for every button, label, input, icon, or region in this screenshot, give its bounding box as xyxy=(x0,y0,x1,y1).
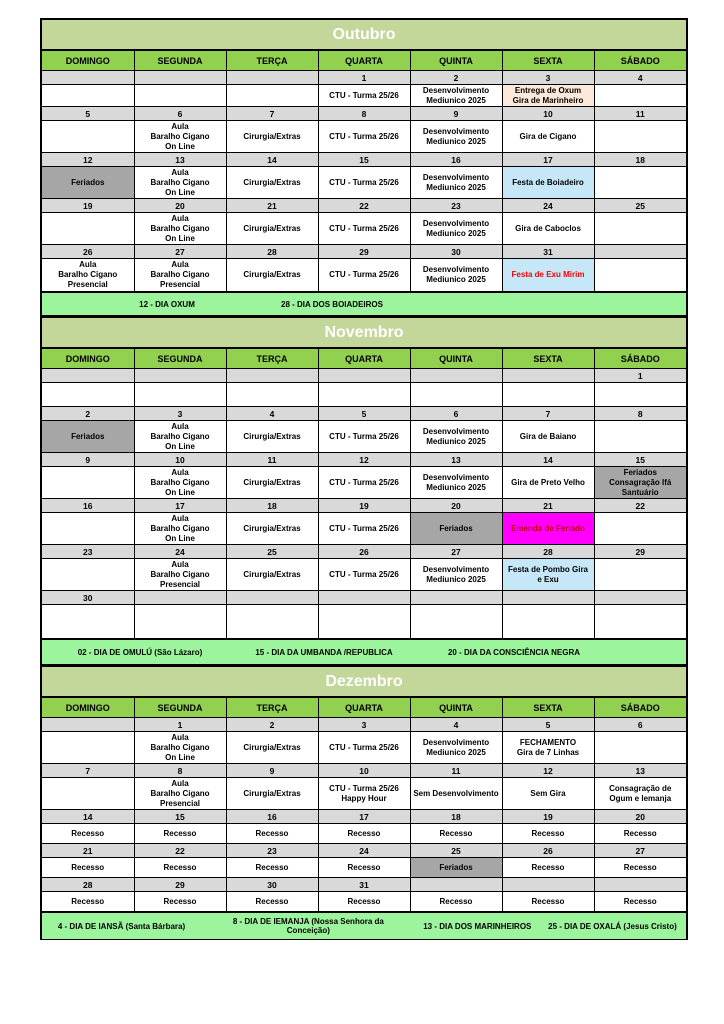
weekday-header: SÁBADO xyxy=(594,698,686,718)
day-number: 31 xyxy=(318,878,410,892)
event-cell: Aula Baralho Cigano Presencial xyxy=(42,259,134,292)
weekday-header: QUINTA xyxy=(410,349,502,369)
day-number: 23 xyxy=(42,545,134,559)
day-number xyxy=(226,591,318,605)
day-number: 11 xyxy=(410,764,502,778)
event-cell: Recesso xyxy=(318,892,410,912)
event-cell xyxy=(594,259,686,292)
event-cell xyxy=(226,85,318,107)
event-cell xyxy=(410,605,502,639)
event-cell xyxy=(42,213,134,245)
weekday-header: QUARTA xyxy=(318,698,410,718)
event-cell: Feriados xyxy=(410,858,502,878)
event-cell xyxy=(42,121,134,153)
month-footer xyxy=(42,292,686,316)
day-number: 22 xyxy=(134,844,226,858)
day-number: 12 xyxy=(318,453,410,467)
event-cell xyxy=(318,383,410,407)
day-number xyxy=(226,369,318,383)
month-title: Novembro xyxy=(42,318,686,348)
day-number: 4 xyxy=(410,718,502,732)
event-cell xyxy=(134,605,226,639)
event-cell: Aula Baralho Cigano On Line xyxy=(134,467,226,499)
day-number: 13 xyxy=(410,453,502,467)
event-cell: Gira de Baiano xyxy=(502,421,594,453)
day-number: 13 xyxy=(594,764,686,778)
day-number: 30 xyxy=(410,245,502,259)
event-cell: Recesso xyxy=(226,824,318,844)
weekday-header: DOMINGO xyxy=(42,698,134,718)
day-number: 18 xyxy=(594,153,686,167)
event-cell: Aula Baralho Cigano On Line xyxy=(134,732,226,764)
event-cell: Desenvolvimento Mediunico 2025 xyxy=(410,85,502,107)
holiday-note: 02 - DIA DE OMULÚ (São Lázaro) xyxy=(77,647,203,657)
day-number xyxy=(502,369,594,383)
event-cell: Aula Baralho Cigano Presencial xyxy=(134,259,226,292)
event-cell: CTU - Turma 25/26 xyxy=(318,559,410,591)
day-number: 25 xyxy=(410,844,502,858)
holiday-note: 20 - DIA DA CONSCIÊNCIA NEGRA xyxy=(447,647,580,657)
weekday-header: SÁBADO xyxy=(594,51,686,71)
event-cell: Cirurgia/Extras xyxy=(226,259,318,292)
event-cell: CTU - Turma 25/26 xyxy=(318,513,410,545)
event-cell xyxy=(42,732,134,764)
event-cell: Cirurgia/Extras xyxy=(226,513,318,545)
event-cell xyxy=(42,85,134,107)
event-cell: Recesso xyxy=(502,858,594,878)
event-cell: Recesso xyxy=(134,824,226,844)
event-cell xyxy=(594,513,686,545)
event-cell: CTU - Turma 25/26 xyxy=(318,121,410,153)
day-number: 11 xyxy=(594,107,686,121)
event-cell: Cirurgia/Extras xyxy=(226,778,318,810)
event-cell: Recesso xyxy=(42,824,134,844)
day-number: 3 xyxy=(134,407,226,421)
event-cell: Recesso xyxy=(410,892,502,912)
event-cell: Feriados xyxy=(42,421,134,453)
day-number xyxy=(594,878,686,892)
weekday-header: TERÇA xyxy=(226,698,318,718)
day-number: 10 xyxy=(134,453,226,467)
event-cell: Sem Desenvolvimento xyxy=(410,778,502,810)
day-number: 2 xyxy=(226,718,318,732)
day-number: 9 xyxy=(42,453,134,467)
holiday-note: 15 - DIA DA UMBANDA /REPUBLICA xyxy=(255,647,393,657)
event-cell xyxy=(594,732,686,764)
event-cell: Recesso xyxy=(226,892,318,912)
event-cell: Recesso xyxy=(594,892,686,912)
day-number: 24 xyxy=(502,199,594,213)
day-number: 15 xyxy=(594,453,686,467)
event-cell: Festa de Exu Mirim xyxy=(502,259,594,292)
event-cell: Desenvolvimento Mediunico 2025 xyxy=(410,121,502,153)
event-cell xyxy=(594,605,686,639)
weekday-header: QUARTA xyxy=(318,51,410,71)
day-number xyxy=(318,591,410,605)
event-cell: Recesso xyxy=(410,824,502,844)
day-number: 16 xyxy=(410,153,502,167)
event-cell: Recesso xyxy=(594,858,686,878)
event-cell xyxy=(594,383,686,407)
event-cell xyxy=(410,383,502,407)
day-number: 23 xyxy=(410,199,502,213)
day-number: 1 xyxy=(594,369,686,383)
event-cell xyxy=(134,383,226,407)
event-cell xyxy=(226,383,318,407)
event-cell: Desenvolvimento Mediunico 2025 xyxy=(410,732,502,764)
event-cell: Recesso xyxy=(318,824,410,844)
day-number: 8 xyxy=(594,407,686,421)
day-number: 28 xyxy=(502,545,594,559)
month-grid xyxy=(42,697,686,912)
event-cell xyxy=(594,559,686,591)
day-number: 19 xyxy=(42,199,134,213)
day-number: 8 xyxy=(134,764,226,778)
event-cell xyxy=(594,421,686,453)
event-cell: CTU - Turma 25/26 xyxy=(318,213,410,245)
holiday-note: 4 - DIA DE IANSÃ (Santa Bárbara) xyxy=(57,921,186,931)
event-cell: Desenvolvimento Mediunico 2025 xyxy=(410,213,502,245)
day-number: 30 xyxy=(42,591,134,605)
day-number: 4 xyxy=(594,71,686,85)
day-number: 7 xyxy=(226,107,318,121)
day-number: 29 xyxy=(594,545,686,559)
event-cell: FECHAMENTO Gira de 7 Linhas xyxy=(502,732,594,764)
day-number: 17 xyxy=(318,810,410,824)
day-number: 14 xyxy=(226,153,318,167)
day-number: 21 xyxy=(42,844,134,858)
event-cell: Recesso xyxy=(502,892,594,912)
day-number xyxy=(134,71,226,85)
event-cell: Desenvolvimento Mediunico 2025 xyxy=(410,167,502,199)
event-cell: Aula Baralho Cigano On Line xyxy=(134,167,226,199)
day-number: 27 xyxy=(594,844,686,858)
weekday-header: TERÇA xyxy=(226,349,318,369)
day-number: 12 xyxy=(502,764,594,778)
day-number: 10 xyxy=(502,107,594,121)
day-number: 10 xyxy=(318,764,410,778)
weekday-header: SEXTA xyxy=(502,51,594,71)
day-number: 11 xyxy=(226,453,318,467)
day-number: 6 xyxy=(134,107,226,121)
day-number xyxy=(410,878,502,892)
event-cell: Gira de Caboclos xyxy=(502,213,594,245)
event-cell: Sem Gira xyxy=(502,778,594,810)
day-number: 28 xyxy=(42,878,134,892)
day-number: 16 xyxy=(42,499,134,513)
day-number: 2 xyxy=(42,407,134,421)
day-number: 22 xyxy=(594,499,686,513)
day-number: 29 xyxy=(134,878,226,892)
day-number: 20 xyxy=(594,810,686,824)
event-cell xyxy=(502,383,594,407)
day-number: 27 xyxy=(410,545,502,559)
day-number: 20 xyxy=(134,199,226,213)
day-number xyxy=(134,591,226,605)
weekday-header: TERÇA xyxy=(226,51,318,71)
day-number: 12 xyxy=(42,153,134,167)
weekday-header: QUINTA xyxy=(410,698,502,718)
day-number: 28 xyxy=(226,245,318,259)
day-number: 19 xyxy=(318,499,410,513)
event-cell: Aula Baralho Cigano Presencial xyxy=(134,778,226,810)
event-cell xyxy=(42,513,134,545)
day-number: 1 xyxy=(318,71,410,85)
day-number xyxy=(502,878,594,892)
day-number xyxy=(594,591,686,605)
month-grid xyxy=(42,348,686,639)
day-number: 24 xyxy=(318,844,410,858)
event-cell: Feriados xyxy=(410,513,502,545)
day-number: 24 xyxy=(134,545,226,559)
event-cell: Gira de Preto Velho xyxy=(502,467,594,499)
day-number: 30 xyxy=(226,878,318,892)
day-number: 6 xyxy=(410,407,502,421)
month-footer xyxy=(42,912,686,940)
weekday-header: SEXTA xyxy=(502,698,594,718)
day-number xyxy=(42,369,134,383)
weekday-header: SEGUNDA xyxy=(134,698,226,718)
day-number: 27 xyxy=(134,245,226,259)
event-cell: Recesso xyxy=(318,858,410,878)
event-cell: CTU - Turma 25/26 xyxy=(318,167,410,199)
day-number: 8 xyxy=(318,107,410,121)
event-cell: Cirurgia/Extras xyxy=(226,559,318,591)
holiday-note: 13 - DIA DOS MARINHEIROS xyxy=(423,921,532,931)
event-cell: CTU - Turma 25/26 xyxy=(318,85,410,107)
event-cell: Cirurgia/Extras xyxy=(226,467,318,499)
day-number: 4 xyxy=(226,407,318,421)
month-novembro xyxy=(42,316,686,665)
weekday-header: SEGUNDA xyxy=(134,349,226,369)
event-cell: Recesso xyxy=(42,858,134,878)
day-number xyxy=(410,369,502,383)
event-cell: Cirurgia/Extras xyxy=(226,213,318,245)
day-number xyxy=(226,71,318,85)
event-cell: Feriados Consagração Ifá Santuário xyxy=(594,467,686,499)
event-cell: Recesso xyxy=(594,824,686,844)
month-title: Outubro xyxy=(42,20,686,50)
day-number: 17 xyxy=(502,153,594,167)
event-cell xyxy=(594,213,686,245)
event-cell xyxy=(42,467,134,499)
event-cell: Desenvolvimento Mediunico 2025 xyxy=(410,421,502,453)
event-cell: Cirurgia/Extras xyxy=(226,167,318,199)
event-cell: Consagração de Ogum e Iemanja xyxy=(594,778,686,810)
day-number: 3 xyxy=(318,718,410,732)
day-number: 6 xyxy=(594,718,686,732)
day-number xyxy=(594,245,686,259)
month-footer xyxy=(42,639,686,665)
event-cell: Recesso xyxy=(42,892,134,912)
event-cell xyxy=(226,605,318,639)
event-cell: Aula Baralho Cigano On Line xyxy=(134,121,226,153)
weekday-header: DOMINGO xyxy=(42,349,134,369)
event-cell: Cirurgia/Extras xyxy=(226,732,318,764)
event-cell xyxy=(134,85,226,107)
calendar-page xyxy=(40,18,688,940)
day-number: 23 xyxy=(226,844,318,858)
day-number: 14 xyxy=(502,453,594,467)
event-cell xyxy=(502,605,594,639)
event-cell: CTU - Turma 25/26 xyxy=(318,467,410,499)
event-cell: CTU - Turma 25/26 xyxy=(318,421,410,453)
event-cell: Gira de Cigano xyxy=(502,121,594,153)
day-number xyxy=(134,369,226,383)
event-cell: CTU - Turma 25/26 Happy Hour xyxy=(318,778,410,810)
event-cell: Desenvolvimento Mediunico 2025 xyxy=(410,259,502,292)
day-number: 21 xyxy=(502,499,594,513)
event-cell xyxy=(42,383,134,407)
weekday-header: SEXTA xyxy=(502,349,594,369)
holiday-note: 8 - DIA DE IEMANJA (Nossa Senhora da Conceição) xyxy=(232,917,384,935)
day-number xyxy=(318,369,410,383)
event-cell: Aula Baralho Cigano On Line xyxy=(134,213,226,245)
weekday-header: QUARTA xyxy=(318,349,410,369)
event-cell: Desenvolvimento Mediunico 2025 xyxy=(410,467,502,499)
day-number: 7 xyxy=(42,764,134,778)
event-cell: Cirurgia/Extras xyxy=(226,421,318,453)
day-number xyxy=(410,591,502,605)
day-number: 5 xyxy=(42,107,134,121)
holiday-note: 28 - DIA DOS BOIADEIROS xyxy=(281,299,383,309)
event-cell xyxy=(42,605,134,639)
day-number: 9 xyxy=(410,107,502,121)
month-title: Dezembro xyxy=(42,667,686,697)
event-cell: Festa de Boiadeiro xyxy=(502,167,594,199)
event-cell xyxy=(42,778,134,810)
day-number: 26 xyxy=(502,844,594,858)
day-number xyxy=(42,718,134,732)
day-number: 21 xyxy=(226,199,318,213)
day-number: 26 xyxy=(318,545,410,559)
holiday-note: 25 - DIA DE OXALÁ (Jesus Cristo) xyxy=(548,921,677,931)
day-number: 19 xyxy=(502,810,594,824)
event-cell: Entrega de Oxum Gira de Marinheiro xyxy=(502,85,594,107)
event-cell: Desenvolvimento Mediunico 2025 xyxy=(410,559,502,591)
event-cell: Feriados xyxy=(42,167,134,199)
day-number: 29 xyxy=(318,245,410,259)
day-number: 13 xyxy=(134,153,226,167)
month-dezembro xyxy=(42,665,686,940)
event-cell xyxy=(42,559,134,591)
event-cell: Recesso xyxy=(134,858,226,878)
day-number: 7 xyxy=(502,407,594,421)
day-number: 18 xyxy=(226,499,318,513)
day-number: 2 xyxy=(410,71,502,85)
day-number: 18 xyxy=(410,810,502,824)
day-number: 15 xyxy=(134,810,226,824)
weekday-header: QUINTA xyxy=(410,51,502,71)
event-cell: Recesso xyxy=(134,892,226,912)
event-cell xyxy=(594,121,686,153)
holiday-note: 12 - DIA OXUM xyxy=(139,299,195,309)
day-number xyxy=(42,71,134,85)
weekday-header: SÁBADO xyxy=(594,349,686,369)
weekday-header: DOMINGO xyxy=(42,51,134,71)
day-number: 5 xyxy=(318,407,410,421)
day-number: 1 xyxy=(134,718,226,732)
day-number: 22 xyxy=(318,199,410,213)
event-cell: Cirurgia/Extras xyxy=(226,121,318,153)
day-number: 31 xyxy=(502,245,594,259)
month-grid xyxy=(42,50,686,292)
event-cell xyxy=(318,605,410,639)
event-cell xyxy=(594,85,686,107)
day-number: 17 xyxy=(134,499,226,513)
event-cell: Recesso xyxy=(502,824,594,844)
day-number: 20 xyxy=(410,499,502,513)
event-cell: Aula Baralho Cigano Presencial xyxy=(134,559,226,591)
event-cell: CTU - Turma 25/26 xyxy=(318,732,410,764)
day-number: 14 xyxy=(42,810,134,824)
event-cell: CTU - Turma 25/26 xyxy=(318,259,410,292)
event-cell: Emenda de Feriado xyxy=(502,513,594,545)
day-number: 16 xyxy=(226,810,318,824)
day-number: 25 xyxy=(594,199,686,213)
month-outubro xyxy=(42,18,686,316)
event-cell: Festa de Pombo Gira e Exu xyxy=(502,559,594,591)
day-number xyxy=(502,591,594,605)
event-cell: Recesso xyxy=(226,858,318,878)
event-cell: Aula Baralho Cigano On Line xyxy=(134,513,226,545)
event-cell xyxy=(594,167,686,199)
day-number: 15 xyxy=(318,153,410,167)
weekday-header: SEGUNDA xyxy=(134,51,226,71)
day-number: 26 xyxy=(42,245,134,259)
day-number: 9 xyxy=(226,764,318,778)
day-number: 3 xyxy=(502,71,594,85)
day-number: 5 xyxy=(502,718,594,732)
day-number: 25 xyxy=(226,545,318,559)
event-cell: Aula Baralho Cigano On Line xyxy=(134,421,226,453)
